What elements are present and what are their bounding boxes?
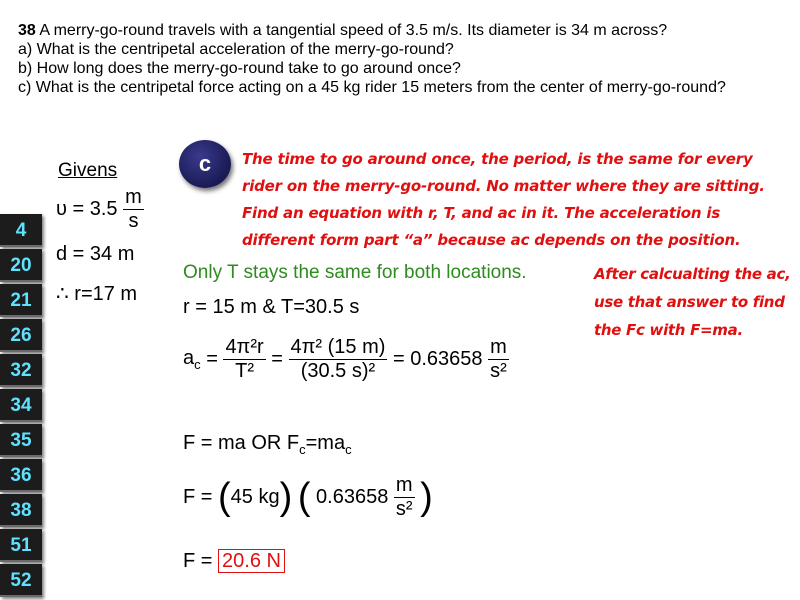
- problem-statement: A merry-go-round travels with a tangential speed of 3.5 m/s. Its diameter is 34 m across?: [35, 22, 668, 39]
- nav-button-20[interactable]: 20: [0, 249, 42, 282]
- nav-button-32[interactable]: 32: [0, 354, 42, 387]
- force-result-lhs: F =: [183, 550, 213, 573]
- force-substitution: [183, 474, 433, 521]
- velocity-unit: [123, 186, 144, 233]
- problem-text: [18, 21, 788, 97]
- ac-unit: [488, 336, 509, 383]
- equals-2: =: [271, 348, 283, 370]
- substituted-num: 4π² (15 m): [290, 336, 386, 358]
- ac-unit-num: m: [490, 336, 507, 358]
- velocity-unit-den: s: [123, 209, 144, 233]
- nav-button-38[interactable]: 38: [0, 494, 42, 527]
- force-result: [183, 550, 285, 573]
- fma-sub: c: [299, 442, 306, 457]
- given-velocity: [56, 186, 144, 233]
- nav-button-34[interactable]: 34: [0, 389, 42, 422]
- ac-symbol: $a_c$: [183, 347, 201, 372]
- givens-title: Givens: [58, 160, 118, 181]
- close-paren-2: ): [420, 476, 433, 518]
- close-paren: ): [279, 476, 293, 518]
- givens-block: [56, 160, 117, 182]
- fma-sub2: c: [345, 442, 352, 457]
- fma-rest: =ma: [305, 432, 346, 455]
- centripetal-acceleration-equation: [183, 336, 509, 383]
- force-lhs: F =: [183, 486, 213, 508]
- period-remark: Only T stays the same for both locations.: [183, 262, 527, 283]
- newton-second-law: [183, 432, 352, 457]
- velocity-unit-num: m: [125, 186, 142, 208]
- velocity-value: υ = 3.5: [56, 197, 118, 220]
- open-paren-2: (: [297, 476, 311, 518]
- problem-number: 38: [18, 22, 36, 39]
- formula-fraction: [223, 336, 265, 383]
- ac-unit-den: s²: [490, 360, 507, 382]
- part-c: c) What is the centripetal force acting on a 45 kg rider 15 meters from the center of merry-go-round?: [18, 79, 726, 96]
- nav-button-35[interactable]: 35: [0, 424, 42, 457]
- acc-unit-num: m: [395, 474, 413, 496]
- nav-button-52[interactable]: 52: [0, 564, 42, 597]
- nav-button-26[interactable]: 26: [0, 319, 42, 352]
- substituted-fraction: [289, 336, 388, 383]
- formula-den: T²: [223, 359, 265, 383]
- substituted-den: (30.5 s)²: [289, 359, 388, 383]
- nav-button-51[interactable]: 51: [0, 529, 42, 562]
- formula-num: 4π²r: [225, 336, 264, 358]
- nav-button-21[interactable]: 21: [0, 284, 42, 317]
- nav-button-36[interactable]: 36: [0, 459, 42, 492]
- mass-value: 45 kg: [230, 486, 280, 508]
- hint-note-force: After calcualting the aᴄ, use that answer to find the Fc with F=ma.: [594, 265, 791, 339]
- part-c-badge: c: [179, 140, 231, 188]
- acc-unit-den: s²: [395, 498, 413, 520]
- force-answer-box: 20.6 N: [218, 549, 285, 573]
- nav-button-4[interactable]: 4: [0, 214, 42, 247]
- hint-note-period: The time to go around once, the period, is the same for every rider on the merry-go-round. No matter where they are sitting. Find an equation with r, T, and aᴄ in it. The acceleration is different form part “a” because aᴄ depends on the position.: [242, 150, 765, 249]
- part-a: a) What is the centripetal acceleration of the merry-go-round?: [18, 41, 454, 58]
- given-radius: ∴ r=17 m: [56, 283, 138, 305]
- acceleration-value: 0.63658: [316, 486, 389, 508]
- equals-1: =: [206, 348, 218, 370]
- part-b: b) How long does the merry-go-round take to go around once?: [18, 60, 461, 77]
- open-paren: (: [218, 476, 231, 518]
- given-diameter: d = 34 m: [56, 243, 135, 265]
- fma-text: F = ma OR F: [183, 432, 300, 455]
- radius-period-line: r = 15 m & T=30.5 s: [183, 296, 360, 318]
- ac-result: = 0.63658: [392, 348, 483, 370]
- acceleration-unit: [394, 474, 415, 521]
